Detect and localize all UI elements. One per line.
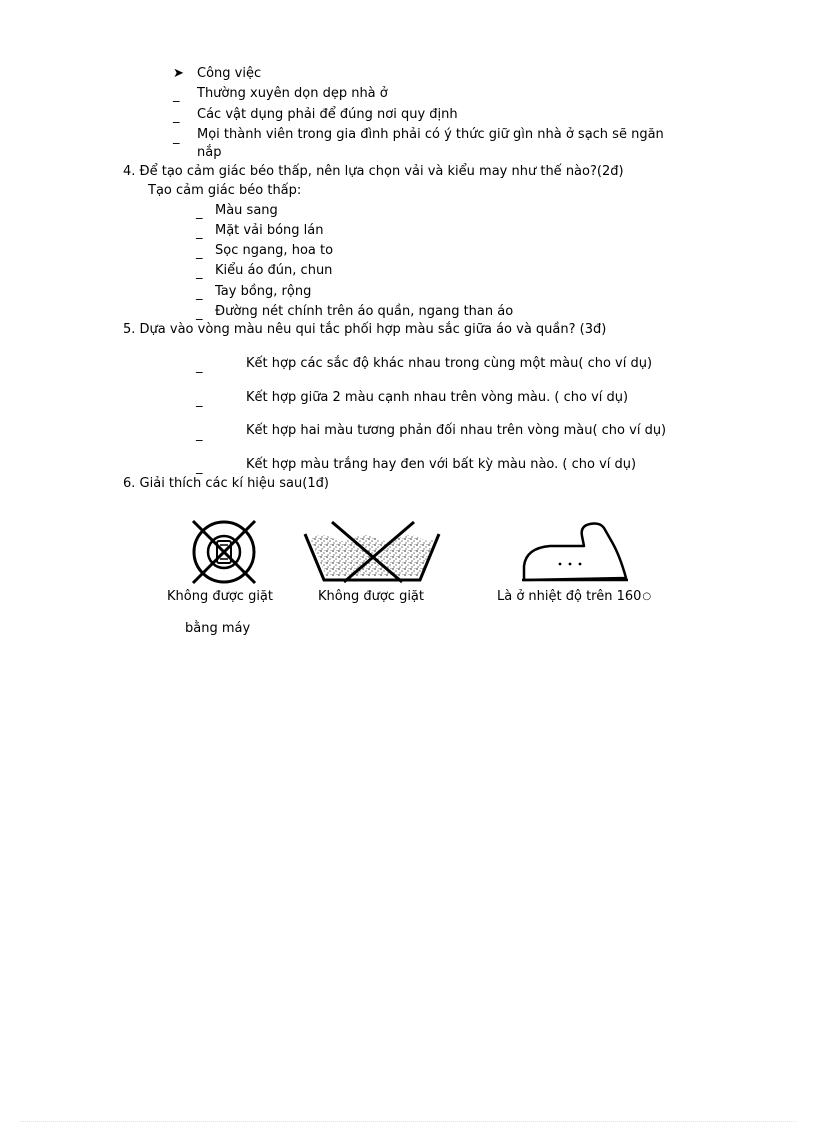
symbol-caption: Không được giặt	[167, 589, 273, 604]
dash-bullet: _	[196, 286, 203, 301]
dash-bullet: _	[196, 359, 203, 374]
question-6: 6. Giải thích các kí hiệu sau(1đ)	[123, 476, 329, 491]
q4-item: Mặt vải bóng lán	[215, 223, 324, 238]
no-wash-icon	[302, 520, 442, 584]
no-machine-wash-icon	[187, 517, 261, 585]
dash-bullet: _	[196, 460, 203, 475]
cong-viec-item: Mọi thành viên trong gia đình phải có ý thức giữ gìn nhà ở sạch sẽ ngăn	[197, 127, 664, 142]
q5-item: Kết hợp các sắc độ khác nhau trong cùng một màu( cho ví dụ)	[246, 356, 653, 371]
q4-item: Tay bồng, rộng	[215, 284, 312, 299]
dash-bullet: _	[196, 427, 203, 442]
iron-icon	[520, 520, 632, 584]
symbol-caption: Không được giặt	[318, 589, 424, 604]
arrow-bullet-icon: ➤	[173, 66, 184, 81]
page-bottom-rule	[20, 1121, 796, 1122]
q5-item: Kết hợp màu trắng hay đen với bất kỳ màu nào. ( cho ví dụ)	[246, 457, 637, 472]
cong-viec-heading: Công việc	[197, 66, 262, 81]
dash-bullet: _	[173, 88, 180, 103]
dash-bullet: _	[196, 205, 203, 220]
q5-item: Kết hợp hai màu tương phản đối nhau trên vòng màu( cho ví dụ)	[246, 423, 667, 438]
degree-symbol: ○	[642, 591, 652, 602]
question-4: 4. Để tạo cảm giác béo thấp, nên lựa chọn vải và kiểu may như thế nào?(2đ)	[123, 164, 624, 179]
dash-bullet: _	[196, 225, 203, 240]
dash-bullet: _	[196, 393, 203, 408]
iron-caption-text: Là ở nhiệt độ trên 160	[497, 589, 642, 604]
cong-viec-item: Các vật dụng phải để đúng nơi quy định	[197, 107, 458, 122]
cong-viec-item-continuation: nắp	[197, 145, 222, 160]
symbol-caption	[497, 588, 651, 606]
symbol-caption-continuation: bằng máy	[185, 621, 251, 636]
q5-item: Kết hợp giữa 2 màu cạnh nhau trên vòng màu. ( cho ví dụ)	[246, 390, 629, 405]
dash-bullet: _	[173, 130, 180, 145]
dash-bullet: _	[196, 306, 203, 321]
dash-bullet: _	[196, 245, 203, 260]
q4-item: Sọc ngang, hoa to	[215, 243, 334, 258]
question-5: 5. Dựa vào vòng màu nêu qui tắc phối hợp màu sắc giữa áo và quần? (3đ)	[123, 322, 607, 337]
q4-answer-intro: Tạo cảm giác béo thấp:	[148, 183, 302, 198]
dash-bullet: _	[173, 109, 180, 124]
dash-bullet: _	[196, 265, 203, 280]
cong-viec-item: Thường xuyên dọn dẹp nhà ở	[197, 86, 388, 101]
q4-item: Đường nét chính trên áo quần, ngang than áo	[215, 304, 514, 319]
q4-item: Màu sang	[215, 203, 278, 218]
q4-item: Kiểu áo đún, chun	[215, 263, 333, 278]
